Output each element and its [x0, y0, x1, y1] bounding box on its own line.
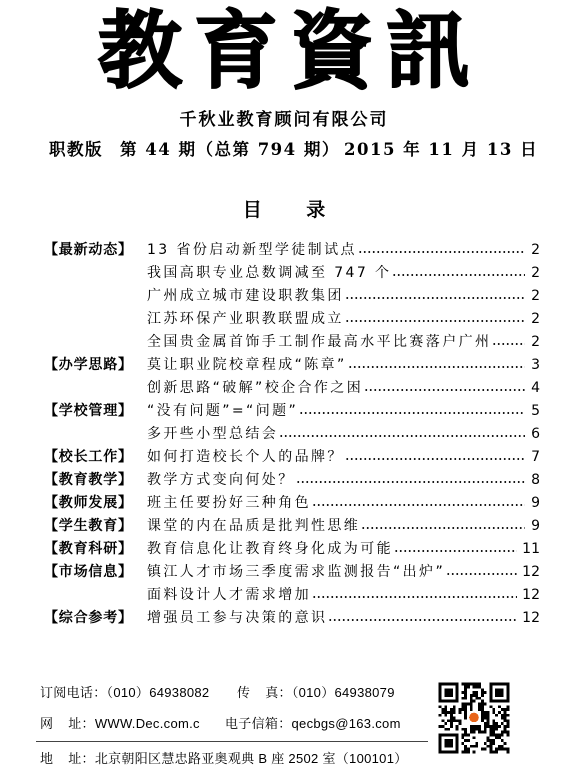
- toc-entry: [44, 515, 540, 538]
- toc-leader: [328, 607, 517, 630]
- toc-entry: [44, 308, 540, 331]
- footer-divider: [36, 741, 428, 742]
- email-value: qecbgs@163.com: [291, 716, 401, 731]
- toc-leader: [296, 469, 525, 492]
- toc-leader: [358, 239, 525, 262]
- toc-entry: [44, 492, 540, 515]
- publisher-name: 千秋业教育顾问有限公司: [179, 110, 389, 130]
- address-value: 北京朝阳区慧忠路亚奥观典 B 座 2502 室（100101）: [94, 751, 408, 766]
- qr-logo: [469, 713, 479, 723]
- toc-category: 【综合参考】: [44, 610, 133, 626]
- toc-leader: [312, 584, 517, 607]
- toc-page-number: 2: [531, 334, 540, 350]
- toc-page-number: 9: [531, 518, 540, 534]
- toc-page-number: 11: [522, 541, 540, 557]
- toc-entry: [44, 446, 540, 469]
- toc-page-number: 2: [531, 288, 540, 304]
- toc-category: 【最新动态】: [44, 242, 133, 258]
- toc-page-number: 12: [522, 610, 540, 626]
- toc-category: 【校长工作】: [44, 449, 133, 465]
- toc-entry: [44, 423, 540, 446]
- toc-page-number: 2: [531, 311, 540, 327]
- fax-value: （010）64938079: [291, 685, 395, 700]
- toc-title: 镇江人才市场三季度需求监测报告“出炉”: [147, 564, 446, 580]
- toc-page-number: 2: [531, 242, 540, 258]
- toc-page-number: 4: [531, 380, 540, 396]
- toc-category: 【办学思路】: [44, 357, 133, 373]
- toc-title: 班主任要扮好三种角色: [147, 495, 311, 511]
- toc-entry: [44, 584, 540, 607]
- toc-title: 如何打造校长个人的品牌？: [147, 449, 344, 465]
- subscription-phone-value: （010）64938082: [106, 685, 210, 700]
- toc-title: 面料设计人才需求增加: [147, 587, 311, 603]
- issue-number: 第 44 期（总第 794 期）: [120, 140, 340, 159]
- toc-entry: [44, 377, 540, 400]
- toc-page-number: 5: [531, 403, 540, 419]
- toc-title: “没有问题”=“问题”: [147, 403, 299, 419]
- toc-category: 【市场信息】: [44, 564, 133, 580]
- toc-leader: [446, 561, 517, 584]
- toc-category: 【教育教学】: [44, 472, 133, 488]
- toc-entry: [44, 354, 540, 377]
- toc-category: 【学校管理】: [44, 403, 133, 419]
- toc-leader: [279, 423, 525, 446]
- website-value: WWW.Dec.com.c: [94, 716, 200, 731]
- toc-page-number: 12: [522, 564, 540, 580]
- subscription-phone-label: 订阅电话：: [40, 685, 107, 700]
- toc-page-number: 8: [531, 472, 540, 488]
- address-label: 地 址：: [40, 751, 95, 766]
- toc-title: 江苏环保产业职教联盟成立: [147, 311, 344, 327]
- newsletter-title: 教育資訊: [97, 1, 482, 100]
- toc-entry: [44, 469, 540, 492]
- toc-category: 【教师发展】: [44, 495, 133, 511]
- toc-page-number: 6: [531, 426, 540, 442]
- toc-category: 【教育科研】: [44, 541, 133, 557]
- toc-entry: [44, 331, 540, 354]
- toc-entry: [44, 239, 540, 262]
- toc-page-number: 7: [531, 449, 540, 465]
- email-label: 电子信箱：: [225, 716, 292, 731]
- toc-heading: 目 录: [242, 199, 326, 221]
- subscription-phone: [40, 684, 209, 702]
- address: [40, 750, 408, 768]
- toc-leader: [299, 400, 525, 423]
- toc-page-number: 9: [531, 495, 540, 511]
- toc-title: 13 省份启动新型学徒制试点: [147, 242, 357, 258]
- toc-title: 莫让职业院校章程成“陈章”: [147, 357, 347, 373]
- website: [40, 715, 200, 733]
- toc-entry: [44, 607, 540, 630]
- toc-category: 【学生教育】: [44, 518, 133, 534]
- website-label: 网 址：: [40, 716, 95, 731]
- toc-title: 全国贵金属首饰手工制作最高水平比赛落户广州: [147, 334, 492, 350]
- toc-leader: [492, 331, 525, 354]
- issue-edition: 职教版: [49, 140, 103, 159]
- toc-title: 教育信息化让教育终身化成为可能: [147, 541, 393, 557]
- toc-entry: [44, 285, 540, 308]
- toc-leader: [345, 285, 525, 308]
- toc-leader: [361, 515, 525, 538]
- fax: [237, 684, 395, 702]
- toc-title: 教学方式变向何处？: [147, 472, 295, 488]
- toc-title: 我国高职专业总数调减至 747 个: [147, 265, 392, 281]
- table-of-contents: [44, 239, 540, 630]
- email: [225, 715, 401, 733]
- toc-title: 课堂的内在品质是批判性思维: [147, 518, 361, 534]
- toc-entry: [44, 262, 540, 285]
- toc-title: 广州成立城市建设职教集团: [147, 288, 344, 304]
- toc-entry: [44, 400, 540, 423]
- toc-leader: [364, 377, 525, 400]
- toc-title: 增强员工参与决策的意识: [147, 610, 328, 626]
- issue-date: 2015 年 11 月 13 日: [344, 140, 539, 159]
- toc-leader: [312, 492, 525, 515]
- toc-leader: [345, 308, 525, 331]
- toc-page-number: 3: [531, 357, 540, 373]
- toc-entry: [44, 561, 540, 584]
- fax-label: 传 真：: [237, 685, 292, 700]
- toc-leader: [345, 446, 525, 469]
- toc-leader: [392, 262, 525, 285]
- toc-title: 多开些小型总结会: [147, 426, 279, 442]
- toc-leader: [394, 538, 517, 561]
- qr-code-icon: [433, 677, 515, 759]
- toc-page-number: 12: [522, 587, 540, 603]
- toc-leader: [348, 354, 525, 377]
- toc-title: 创新思路“破解”校企合作之困: [147, 380, 364, 396]
- toc-page-number: 2: [531, 265, 540, 281]
- toc-entry: [44, 538, 540, 561]
